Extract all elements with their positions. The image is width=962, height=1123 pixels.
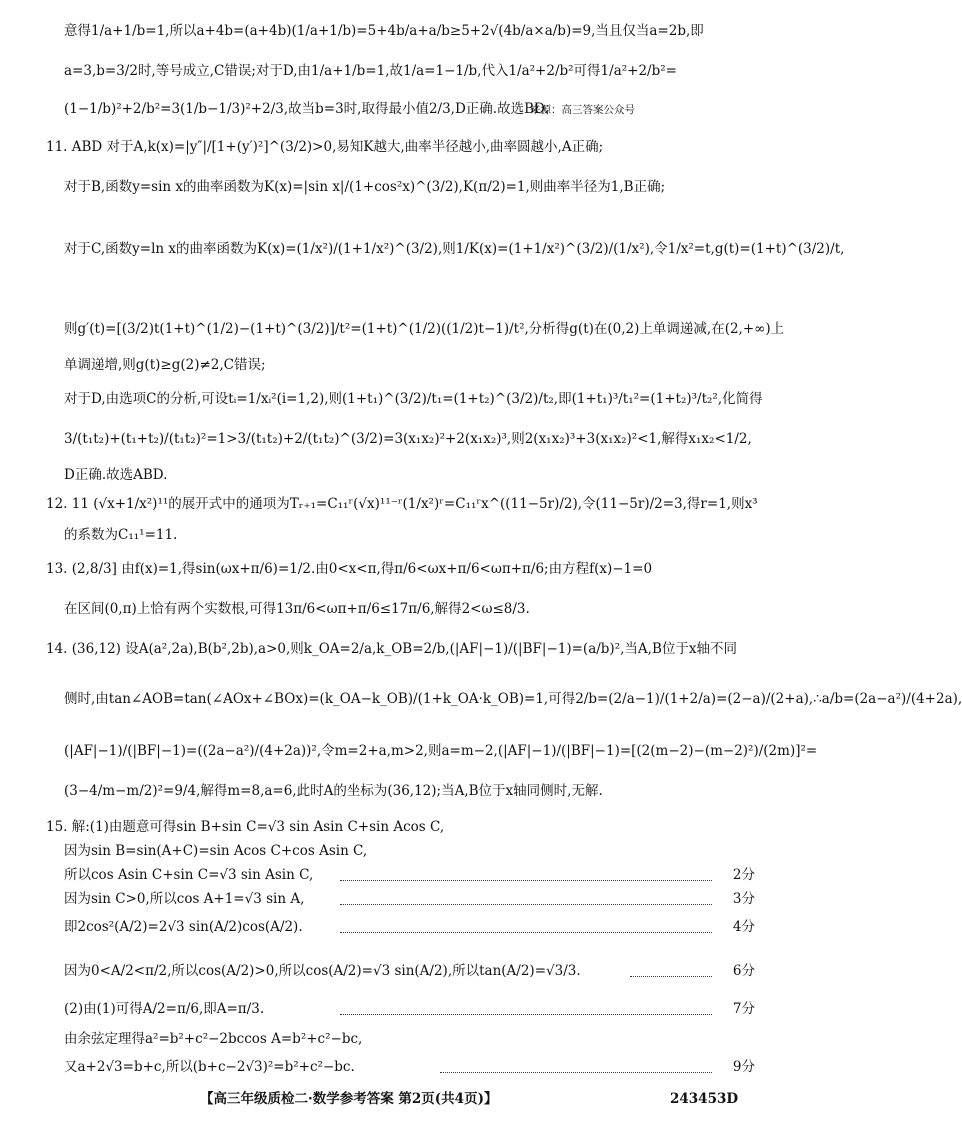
text-line: 对于D,由选项C的分析,可设tᵢ=1/xᵢ²(i=1,2),则(1+t₁)^(3/2)/t₁=(1+t₂)^(3/2)/t₂,即(1+t₁)³/t₁²=(1+t₂)³/t₂²,化简得 [64,391,763,407]
text-line: 由余弦定理得a²=b²+c²−2bccos A=b²+c²−bc, [64,1031,363,1047]
score-mark: 6分 [732,963,755,979]
text-line: 在区间(0,π)上恰有两个实数根,可得13π/6<ωπ+π/6≤17π/6,解得2<ω≤8/3. [64,601,530,617]
text-line: 因为sin C>0,所以cos A+1=√3 sin A, [64,891,305,907]
text-line: 14. (36,12) 设A(a²,2a),B(b²,2b),a>0,则k_OA=2/a,k_OB=2/b,(|AF|−1)/(|BF|−1)=(a/b)²,当A,B位于x轴不同 [46,641,737,657]
text-line: 意得1/a+1/b=1,所以a+4b=(a+4b)(1/a+1/b)=5+4b/a+a/b≥5+2√(4b/a×a/b)=9,当且仅当a=2b,即 [64,23,704,39]
text-line: 侧时,由tan∠AOB=tan(∠AOx+∠BOx)=(k_OA−k_OB)/(1+k_OA·k_OB)=1,可得2/b=(2/a−1)/(1+2/a)=(2−a)/(2+a),∴a/b=(2a−a²)/(4+2a), [64,691,962,707]
text-line: 则g′(t)=[(3/2)t(1+t)^(1/2)−(1+t)^(3/2)]/t²=(1+t)^(1/2)((1/2)t−1)/t²,分析得g(t)在(0,2)上单调递减,在(2,+∞)上 [64,321,785,337]
text-line: 又a+2√3=b+c,所以(b+c−2√3)²=b²+c²−bc. [64,1059,355,1075]
text-line: 11. ABD 对于A,k(x)=|y″|/[1+(y′)²]^(3/2)>0,易知K越大,曲率半径越小,曲率圆越小,A正确; [46,139,604,155]
dot-leader [340,880,712,881]
dot-leader [630,976,712,977]
page-footer: 【高三年级质检二·数学参考答案 第2页(共4页)】 [200,1091,498,1107]
score-mark: 7分 [732,1001,755,1017]
text-line: 的系数为C₁₁¹=11. [64,527,178,543]
dot-leader [340,904,712,905]
score-mark: 9分 [732,1059,755,1075]
text-line: 15. 解:(1)由题意可得sin B+sin C=√3 sin Asin C+sin Acos C, [46,819,445,835]
text-line: 即2cos²(A/2)=2√3 sin(A/2)cos(A/2). [64,919,303,935]
dot-leader [340,1014,712,1015]
text-line: (3−4/m−m/2)²=9/4,解得m=8,a=6,此时A的坐标为(36,12);当A,B位于x轴同侧时,无解. [64,783,603,799]
text-line: 因为sin B=sin(A+C)=sin Acos C+cos Asin C, [64,843,368,859]
dot-leader [440,1072,712,1073]
text-line: 对于C,函数y=ln x的曲率函数为K(x)=(1/x²)/(1+1/x²)^(3/2),则1/K(x)=(1+1/x²)^(3/2)/(1/x²),令1/x²=t,g(t)=(1+t)^(3/2)/t, [64,241,845,257]
source-note: 来源：高三答案公众号 [530,104,635,116]
text-line: 13. (2,8/3] 由f(x)=1,得sin(ωx+π/6)=1/2.由0<x<π,得π/6<ωx+π/6<ωπ+π/6;由方程f(x)−1=0 [46,561,653,577]
text-line: a=3,b=3/2时,等号成立,C错误;对于D,由1/a+1/b=1,故1/a=1−1/b,代入1/a²+2/b²可得1/a²+2/b²= [64,63,677,79]
text-line: 12. 11 (√x+1/x²)¹¹的展开式中的通项为Tᵣ₊₁=C₁₁ʳ(√x)¹¹⁻ʳ(1/x²)ʳ=C₁₁ʳx^((11−5r)/2),令(11−5r)/2=3,得r=1,则x³ [46,496,758,512]
score-mark: 2分 [732,867,755,883]
dot-leader [340,932,712,933]
score-mark: 4分 [732,919,755,935]
text-line: (|AF|−1)/(|BF|−1)=((2a−a²)/(4+2a))²,令m=2+a,m>2,则a=m−2,(|AF|−1)/(|BF|−1)=[(2(m−2)−(m−2)²)/(2m)]²= [64,743,818,759]
document-code: 243453D [670,1091,739,1107]
text-line: D正确.故选ABD. [64,467,168,483]
text-line: 所以cos Asin C+sin C=√3 sin Asin C, [64,867,314,883]
text-line: (2)由(1)可得A/2=π/6,即A=π/3. [64,1001,265,1017]
score-mark: 3分 [732,891,755,907]
text-line: 3/(t₁t₂)+(t₁+t₂)/(t₁t₂)²=1>3/(t₁t₂)+2/(t₁t₂)^(3/2)=3(x₁x₂)²+2(x₁x₂)³,则2(x₁x₂)³+3(x₁x₂)²<1,解得x₁x₂<1/2, [64,431,752,447]
text-line: (1−1/b)²+2/b²=3(1/b−1/3)²+2/3,故当b=3时,取得最小值2/3,D正确.故选BD. [64,101,549,117]
text-line: 因为0<A/2<π/2,所以cos(A/2)>0,所以cos(A/2)=√3 sin(A/2),所以tan(A/2)=√3/3. [64,963,581,979]
text-line: 单调递增,则g(t)≥g(2)≠2,C错误; [64,357,266,373]
text-line: 对于B,函数y=sin x的曲率函数为K(x)=|sin x|/(1+cos²x)^(3/2),K(π/2)=1,则曲率半径为1,B正确; [64,179,666,195]
